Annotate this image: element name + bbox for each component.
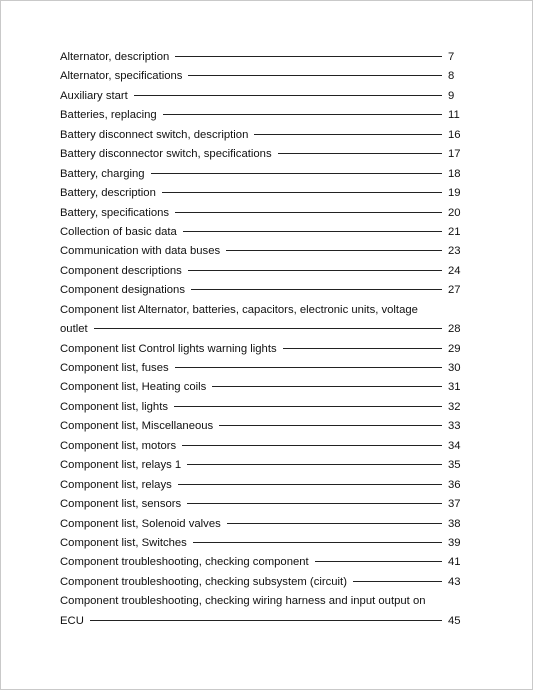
toc-leader-line <box>353 581 442 582</box>
toc-entry[interactable] <box>60 223 462 242</box>
toc-entry-title: Component list, fuses <box>60 362 169 374</box>
toc-entry-title: Component descriptions <box>60 264 182 277</box>
toc-entry[interactable] <box>60 106 462 125</box>
toc-leader-line <box>163 114 442 115</box>
toc-entry-title: Battery, specifications <box>60 206 170 219</box>
toc-entry-line <box>60 184 462 203</box>
toc-entry-title: Component troubleshooting, checking subsystem (circuit) <box>60 575 347 588</box>
toc-entry-line <box>60 476 462 495</box>
toc-entry-line <box>60 87 462 106</box>
toc-entry-title: Component list Alternator, batteries, capacitors, electronic units, voltage <box>60 303 418 316</box>
toc-page-number: 35 <box>448 459 461 472</box>
toc-leader-line <box>94 328 442 329</box>
table-of-contents <box>60 48 462 631</box>
toc-leader-line <box>187 503 442 504</box>
toc-entry-line-continued <box>60 592 462 611</box>
toc-entry-line <box>60 456 462 475</box>
toc-entry-line <box>60 223 462 242</box>
toc-entry-title: Component list, Switches <box>60 536 187 549</box>
toc-leader-line <box>212 386 442 387</box>
toc-entry-title: Batteries, replacing <box>60 109 157 122</box>
toc-entry-title: Battery, charging <box>60 167 145 180</box>
toc-leader-line <box>175 56 442 57</box>
toc-page-number: 33 <box>448 420 461 433</box>
toc-entry-title: Component list, Solenoid valves <box>60 517 221 530</box>
toc-entry[interactable] <box>60 48 462 67</box>
toc-page-number: 16 <box>448 128 461 141</box>
toc-entry-line <box>60 437 462 456</box>
toc-entry[interactable] <box>60 126 462 145</box>
toc-entry-line <box>60 515 462 534</box>
toc-page-number: 9 <box>448 89 455 102</box>
toc-entry-title: Component list Control lights warning lights <box>60 342 277 355</box>
toc-entry-line <box>60 417 462 436</box>
toc-entry-line <box>60 359 462 378</box>
toc-leader-line <box>278 153 442 154</box>
toc-entry[interactable] <box>60 301 462 340</box>
toc-page-number: 32 <box>448 400 461 413</box>
toc-entry[interactable] <box>60 495 462 514</box>
toc-entry-title: Battery disconnector switch, specifications <box>60 148 272 161</box>
toc-entry[interactable] <box>60 476 462 495</box>
toc-page-number: 45 <box>448 614 461 627</box>
toc-leader-line <box>283 348 442 349</box>
toc-entry[interactable] <box>60 456 462 475</box>
toc-entry[interactable] <box>60 67 462 86</box>
toc-entry-line <box>60 281 462 300</box>
toc-leader-line <box>226 250 442 251</box>
toc-entry-line <box>60 320 462 339</box>
toc-entry-line <box>60 573 462 592</box>
toc-leader-line <box>315 561 442 562</box>
toc-entry-line <box>60 495 462 514</box>
toc-entry[interactable] <box>60 398 462 417</box>
toc-leader-line <box>254 134 442 135</box>
toc-entry[interactable] <box>60 281 462 300</box>
toc-page-number: 18 <box>448 167 461 180</box>
toc-entry-title: Component list, relays <box>60 478 172 491</box>
toc-entry-title: outlet <box>60 323 88 336</box>
toc-entry-line <box>60 165 462 184</box>
toc-entry-title: Alternator, specifications <box>60 70 183 83</box>
toc-entry-line <box>60 340 462 359</box>
toc-entry[interactable] <box>60 515 462 534</box>
toc-page-number: 17 <box>448 148 461 161</box>
toc-entry-title: Component list, motors <box>60 439 177 452</box>
toc-entry-line <box>60 48 462 67</box>
toc-entry[interactable] <box>60 145 462 164</box>
toc-entry[interactable] <box>60 437 462 456</box>
toc-leader-line <box>219 425 442 426</box>
toc-entry[interactable] <box>60 359 462 378</box>
toc-entry-title: Battery disconnect switch, description <box>60 128 249 141</box>
toc-entry-line <box>60 242 462 261</box>
toc-entry-line <box>60 106 462 125</box>
toc-leader-line <box>178 484 442 485</box>
toc-entry[interactable] <box>60 184 462 203</box>
toc-entry-line <box>60 67 462 86</box>
toc-entry[interactable] <box>60 165 462 184</box>
toc-page-number: 30 <box>448 362 461 374</box>
toc-entry-title: Component list, lights <box>60 400 168 413</box>
toc-entry[interactable] <box>60 262 462 281</box>
toc-page-number: 36 <box>448 478 461 491</box>
toc-entry-title: Component list, Heating coils <box>60 381 207 394</box>
toc-entry-title: Component list, relays 1 <box>60 459 182 472</box>
toc-page-number: 41 <box>448 556 461 569</box>
toc-page-number: 19 <box>448 187 461 200</box>
toc-entry-line <box>60 126 462 145</box>
toc-entry[interactable] <box>60 242 462 261</box>
toc-page-number: 7 <box>448 51 455 63</box>
toc-page-number: 24 <box>448 264 461 277</box>
toc-entry[interactable] <box>60 340 462 359</box>
toc-entry-line <box>60 553 462 572</box>
toc-entry-title: Collection of basic data <box>60 225 177 238</box>
toc-leader-line <box>175 367 442 368</box>
toc-entry[interactable] <box>60 378 462 397</box>
toc-entry-title: Battery, description <box>60 187 156 200</box>
toc-page-number: 31 <box>448 381 461 394</box>
toc-leader-line <box>174 406 442 407</box>
toc-entry-line <box>60 378 462 397</box>
toc-leader-line <box>191 289 442 290</box>
toc-page-number: 8 <box>448 70 455 83</box>
toc-leader-line <box>188 75 442 76</box>
toc-entry-line-continued <box>60 301 462 320</box>
toc-page-number: 29 <box>448 342 461 355</box>
toc-entry[interactable] <box>60 204 462 223</box>
toc-entry-title: Auxiliary start <box>60 89 128 102</box>
toc-entry-line <box>60 534 462 553</box>
toc-entry-line <box>60 398 462 417</box>
toc-page-number: 38 <box>448 517 461 530</box>
toc-entry-title: Component designations <box>60 284 185 297</box>
toc-entry-title: Alternator, description <box>60 51 170 63</box>
toc-leader-line <box>188 270 442 271</box>
toc-leader-line <box>175 212 442 213</box>
toc-page-number: 37 <box>448 498 461 511</box>
toc-entry-line <box>60 145 462 164</box>
toc-entry-line <box>60 262 462 281</box>
toc-page-number: 21 <box>448 225 461 238</box>
toc-page-number: 43 <box>448 575 461 588</box>
toc-page-number: 20 <box>448 206 461 219</box>
toc-page-number: 11 <box>448 109 460 122</box>
toc-entry-title: Component troubleshooting, checking wiring harness and input output on <box>60 595 426 608</box>
toc-entry[interactable] <box>60 417 462 436</box>
toc-entry[interactable] <box>60 534 462 553</box>
toc-entry[interactable] <box>60 573 462 592</box>
toc-leader-line <box>162 192 442 193</box>
toc-leader-line <box>90 620 442 621</box>
toc-leader-line <box>182 445 442 446</box>
toc-page-number: 27 <box>448 284 461 297</box>
toc-entry-line <box>60 612 462 631</box>
toc-leader-line <box>187 464 442 465</box>
toc-entry[interactable] <box>60 592 462 631</box>
toc-leader-line <box>227 523 442 524</box>
toc-entry[interactable] <box>60 553 462 572</box>
toc-page-number: 23 <box>448 245 461 258</box>
toc-leader-line <box>151 173 442 174</box>
toc-entry-title: Component list, Miscellaneous <box>60 420 214 433</box>
toc-entry-title: ECU <box>60 614 84 627</box>
toc-leader-line <box>183 231 442 232</box>
toc-entry-title: Component troubleshooting, checking component <box>60 556 309 569</box>
toc-entry-title: Component list, sensors <box>60 498 182 511</box>
toc-entry-line <box>60 204 462 223</box>
toc-entry-title: Communication with data buses <box>60 245 221 258</box>
toc-page-number: 39 <box>448 536 461 549</box>
toc-page-number: 34 <box>448 439 461 452</box>
toc-entry[interactable] <box>60 87 462 106</box>
toc-leader-line <box>193 542 442 543</box>
toc-page-number: 28 <box>448 323 461 336</box>
toc-leader-line <box>134 95 442 96</box>
